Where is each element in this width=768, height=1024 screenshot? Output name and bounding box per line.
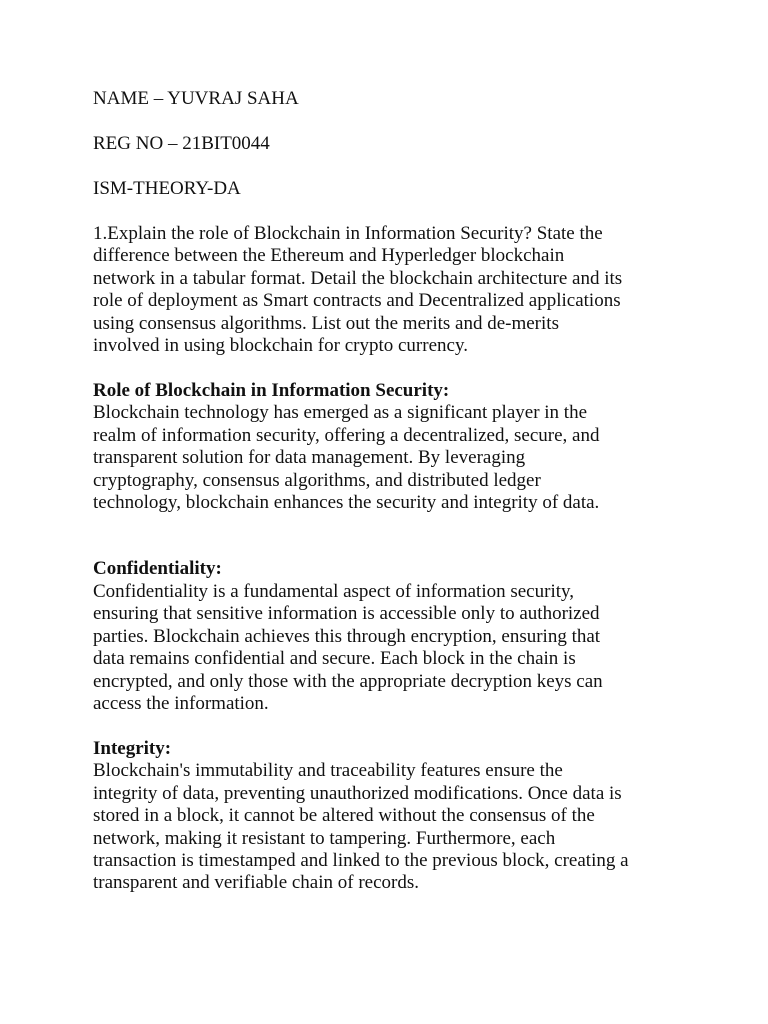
section-heading-confidentiality: Confidentiality:	[93, 558, 222, 580]
document-body	[93, 88, 693, 895]
section-heading-role: Role of Blockchain in Information Security:	[93, 380, 450, 402]
question-line: network in a tabular format. Detail the blockchain architecture and its	[93, 267, 623, 289]
section-paragraph-confidentiality	[93, 581, 693, 715]
paragraph-line: transparent solution for data management. By leveraging	[93, 447, 526, 469]
paragraph-line: transparent and verifiable chain of records.	[93, 872, 420, 894]
question-line: role of deployment as Smart contracts and Decentralized applications	[93, 290, 621, 312]
registration-number: REG NO – 21BIT0044	[93, 133, 270, 154]
paragraph-line: data remains confidential and secure. Each block in the chain is	[93, 648, 576, 670]
paragraph-line: network, making it resistant to tampering. Furthermore, each	[93, 827, 556, 849]
paragraph-line: technology, blockchain enhances the security and integrity of data.	[93, 492, 600, 514]
paragraph-line: Blockchain's immutability and traceability features ensure the	[93, 760, 563, 782]
paragraph-line: realm of information security, offering a decentralized, secure, and	[93, 424, 600, 446]
section-paragraph-role	[93, 402, 693, 514]
paragraph-line: integrity of data, preventing unauthorized modifications. Once data is	[93, 782, 622, 804]
paragraph-line: parties. Blockchain achieves this through encryption, ensuring that	[93, 625, 601, 647]
question-line: using consensus algorithms. List out the merits and de-merits	[93, 312, 559, 334]
paragraph-line: cryptography, consensus algorithms, and distributed ledger	[93, 469, 541, 491]
paragraph-line: transaction is timestamped and linked to the previous block, creating a	[93, 849, 629, 871]
paragraph-line: Confidentiality is a fundamental aspect of information security,	[93, 580, 575, 602]
question-line: difference between the Ethereum and Hyperledger blockchain	[93, 245, 565, 267]
section-paragraph-integrity	[93, 760, 693, 894]
question-line: 1.Explain the role of Blockchain in Information Security? State the	[93, 223, 603, 244]
paragraph-line: stored in a block, it cannot be altered without the consensus of the	[93, 805, 595, 827]
course-title: ISM-THEORY-DA	[93, 178, 241, 199]
paragraph-line: access the information.	[93, 692, 269, 714]
section-heading-integrity: Integrity:	[93, 737, 172, 759]
question-paragraph	[93, 223, 693, 357]
paragraph-line: ensuring that sensitive information is accessible only to authorized	[93, 603, 600, 625]
paragraph-line: Blockchain technology has emerged as a significant player in the	[93, 402, 588, 424]
question-line: involved in using blockchain for crypto currency.	[93, 335, 468, 357]
paragraph-line: encrypted, and only those with the appropriate decryption keys can	[93, 670, 603, 692]
student-name: NAME – YUVRAJ SAHA	[93, 88, 299, 109]
